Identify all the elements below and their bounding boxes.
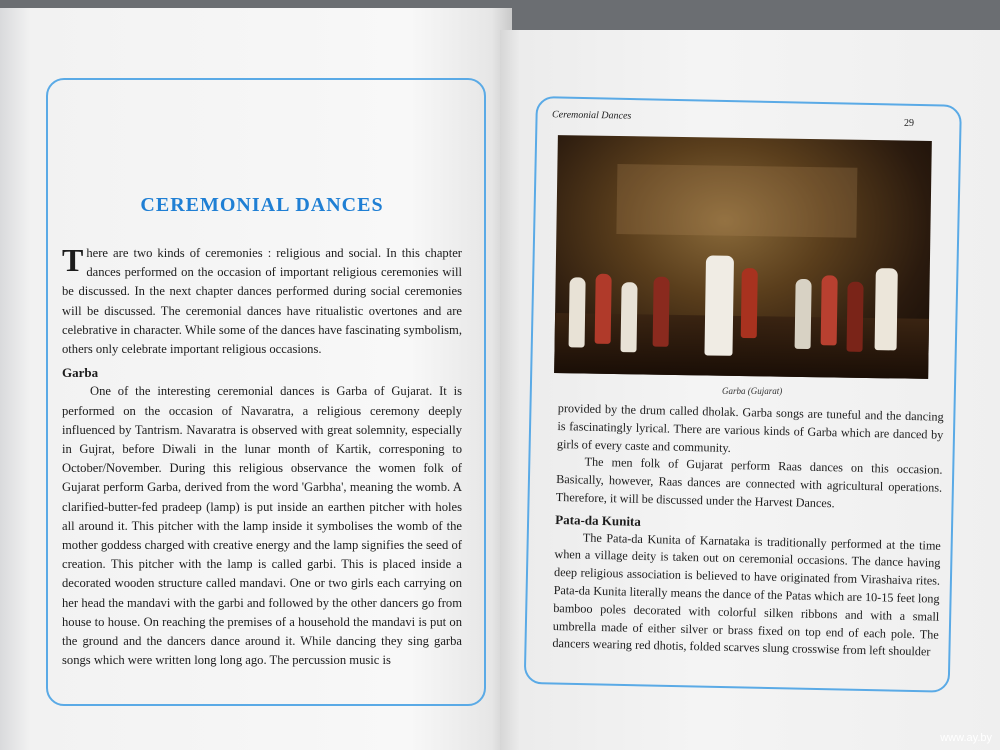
watermark: www.ay.by bbox=[940, 732, 992, 744]
garba-paragraph: One of the interesting ceremonial dances is Garba of Gujarat. It is performed on the occasion of Navaratra, a religious ceremony deeply influenced by Tantrism. Navaratra is observed with great solemnity, especially in Gujrat, before Diwali in the lunar month of Kartik, corresponing to October/November. During this religious observance the women folk of Gujarat perform Garba, derived from the word 'Garbha', meaning the womb. A clarified-butter-fed pradeep (lamp) is put inside an earthen pitcher with holes all around it. This pitcher with the lamp inside it symbolises the womb of the mother goddess charged with creative energy and the lamp signifies the seed of creation. This pitcher with the lamp is called garbi. This is placed inside a decorated wooden structure called mandavi. One or two girls each carrying on her head the mandavi with the garbi and followed by the other dancers go from house to house. On reaching the premises of a household the mandavi is put on the ground and the dancers dance around it. While dancing they sing garba songs which were written long long ago. The percussion music is bbox=[62, 384, 462, 668]
right-paragraph-2: The men folk of Gujarat perform Raas dances on this occasion. Basically, however, Raas dances are connected with agricultural operations. Therefore, it will be discussed under the Harvest Dances. bbox=[555, 455, 943, 511]
right-page-text bbox=[552, 400, 944, 662]
intro-paragraph bbox=[62, 244, 462, 359]
dancer-figure bbox=[595, 274, 612, 344]
drop-cap: T bbox=[62, 242, 84, 278]
dancer-figure bbox=[875, 268, 898, 350]
left-page-text bbox=[62, 244, 462, 670]
stage-backdrop bbox=[616, 164, 857, 238]
running-head: Ceremonial Dances bbox=[551, 109, 632, 122]
dancer-figure bbox=[620, 282, 637, 352]
dancer-figure bbox=[847, 282, 864, 352]
chapter-title: CEREMONIAL DANCES bbox=[140, 194, 384, 216]
dancer-figure bbox=[704, 255, 734, 355]
dancer-figure bbox=[569, 277, 586, 347]
dancer-figure bbox=[741, 268, 758, 338]
intro-text: here are two kinds of ceremonies : religious and social. In this chapter dances performed on the occasion of important religious ceremonies will be discussed. In the next chapter dances performed during social ceremonies will be discussed. The ceremonial dances have ritualistic overtones and are celebrative in character. While some of the dances have fascinating symbolism, others only celebrate important religious occasions. bbox=[62, 246, 462, 357]
garba-dance-photo bbox=[554, 135, 932, 379]
dancer-figure bbox=[821, 275, 838, 345]
photo-caption: Garba (Gujarat) bbox=[722, 386, 783, 396]
section-heading-pata-da-kunita: Pata-da Kunita bbox=[555, 511, 642, 529]
page-number: 29 bbox=[904, 118, 914, 129]
dancer-figure bbox=[653, 277, 670, 347]
dancer-figure bbox=[795, 279, 812, 349]
section-heading-garba: Garba bbox=[62, 365, 99, 381]
right-paragraph-3: The Pata-da Kunita of Karnataka is traditionally performed at the time when a village deity is taken out on ceremonial occasions. The dance having deep religious association is believed to have originated from Virashaiva rites. Pata-da Kunita literally means the dance of the Patas which are 10-15 feet long bamboo poles decorated with colorful silken ribbons and with a small umbrella made of either silver or brass fixed on top end of each pole. The dancers wearing red dhotis, folded scarves slung crosswise from left shoulder bbox=[552, 530, 941, 659]
right-paragraph-1: provided by the drum called dholak. Garba songs are tuneful and the dancing is fascinatingly lyrical. There are various kinds of Garba which are danced by girls of every caste and community. bbox=[556, 400, 944, 455]
